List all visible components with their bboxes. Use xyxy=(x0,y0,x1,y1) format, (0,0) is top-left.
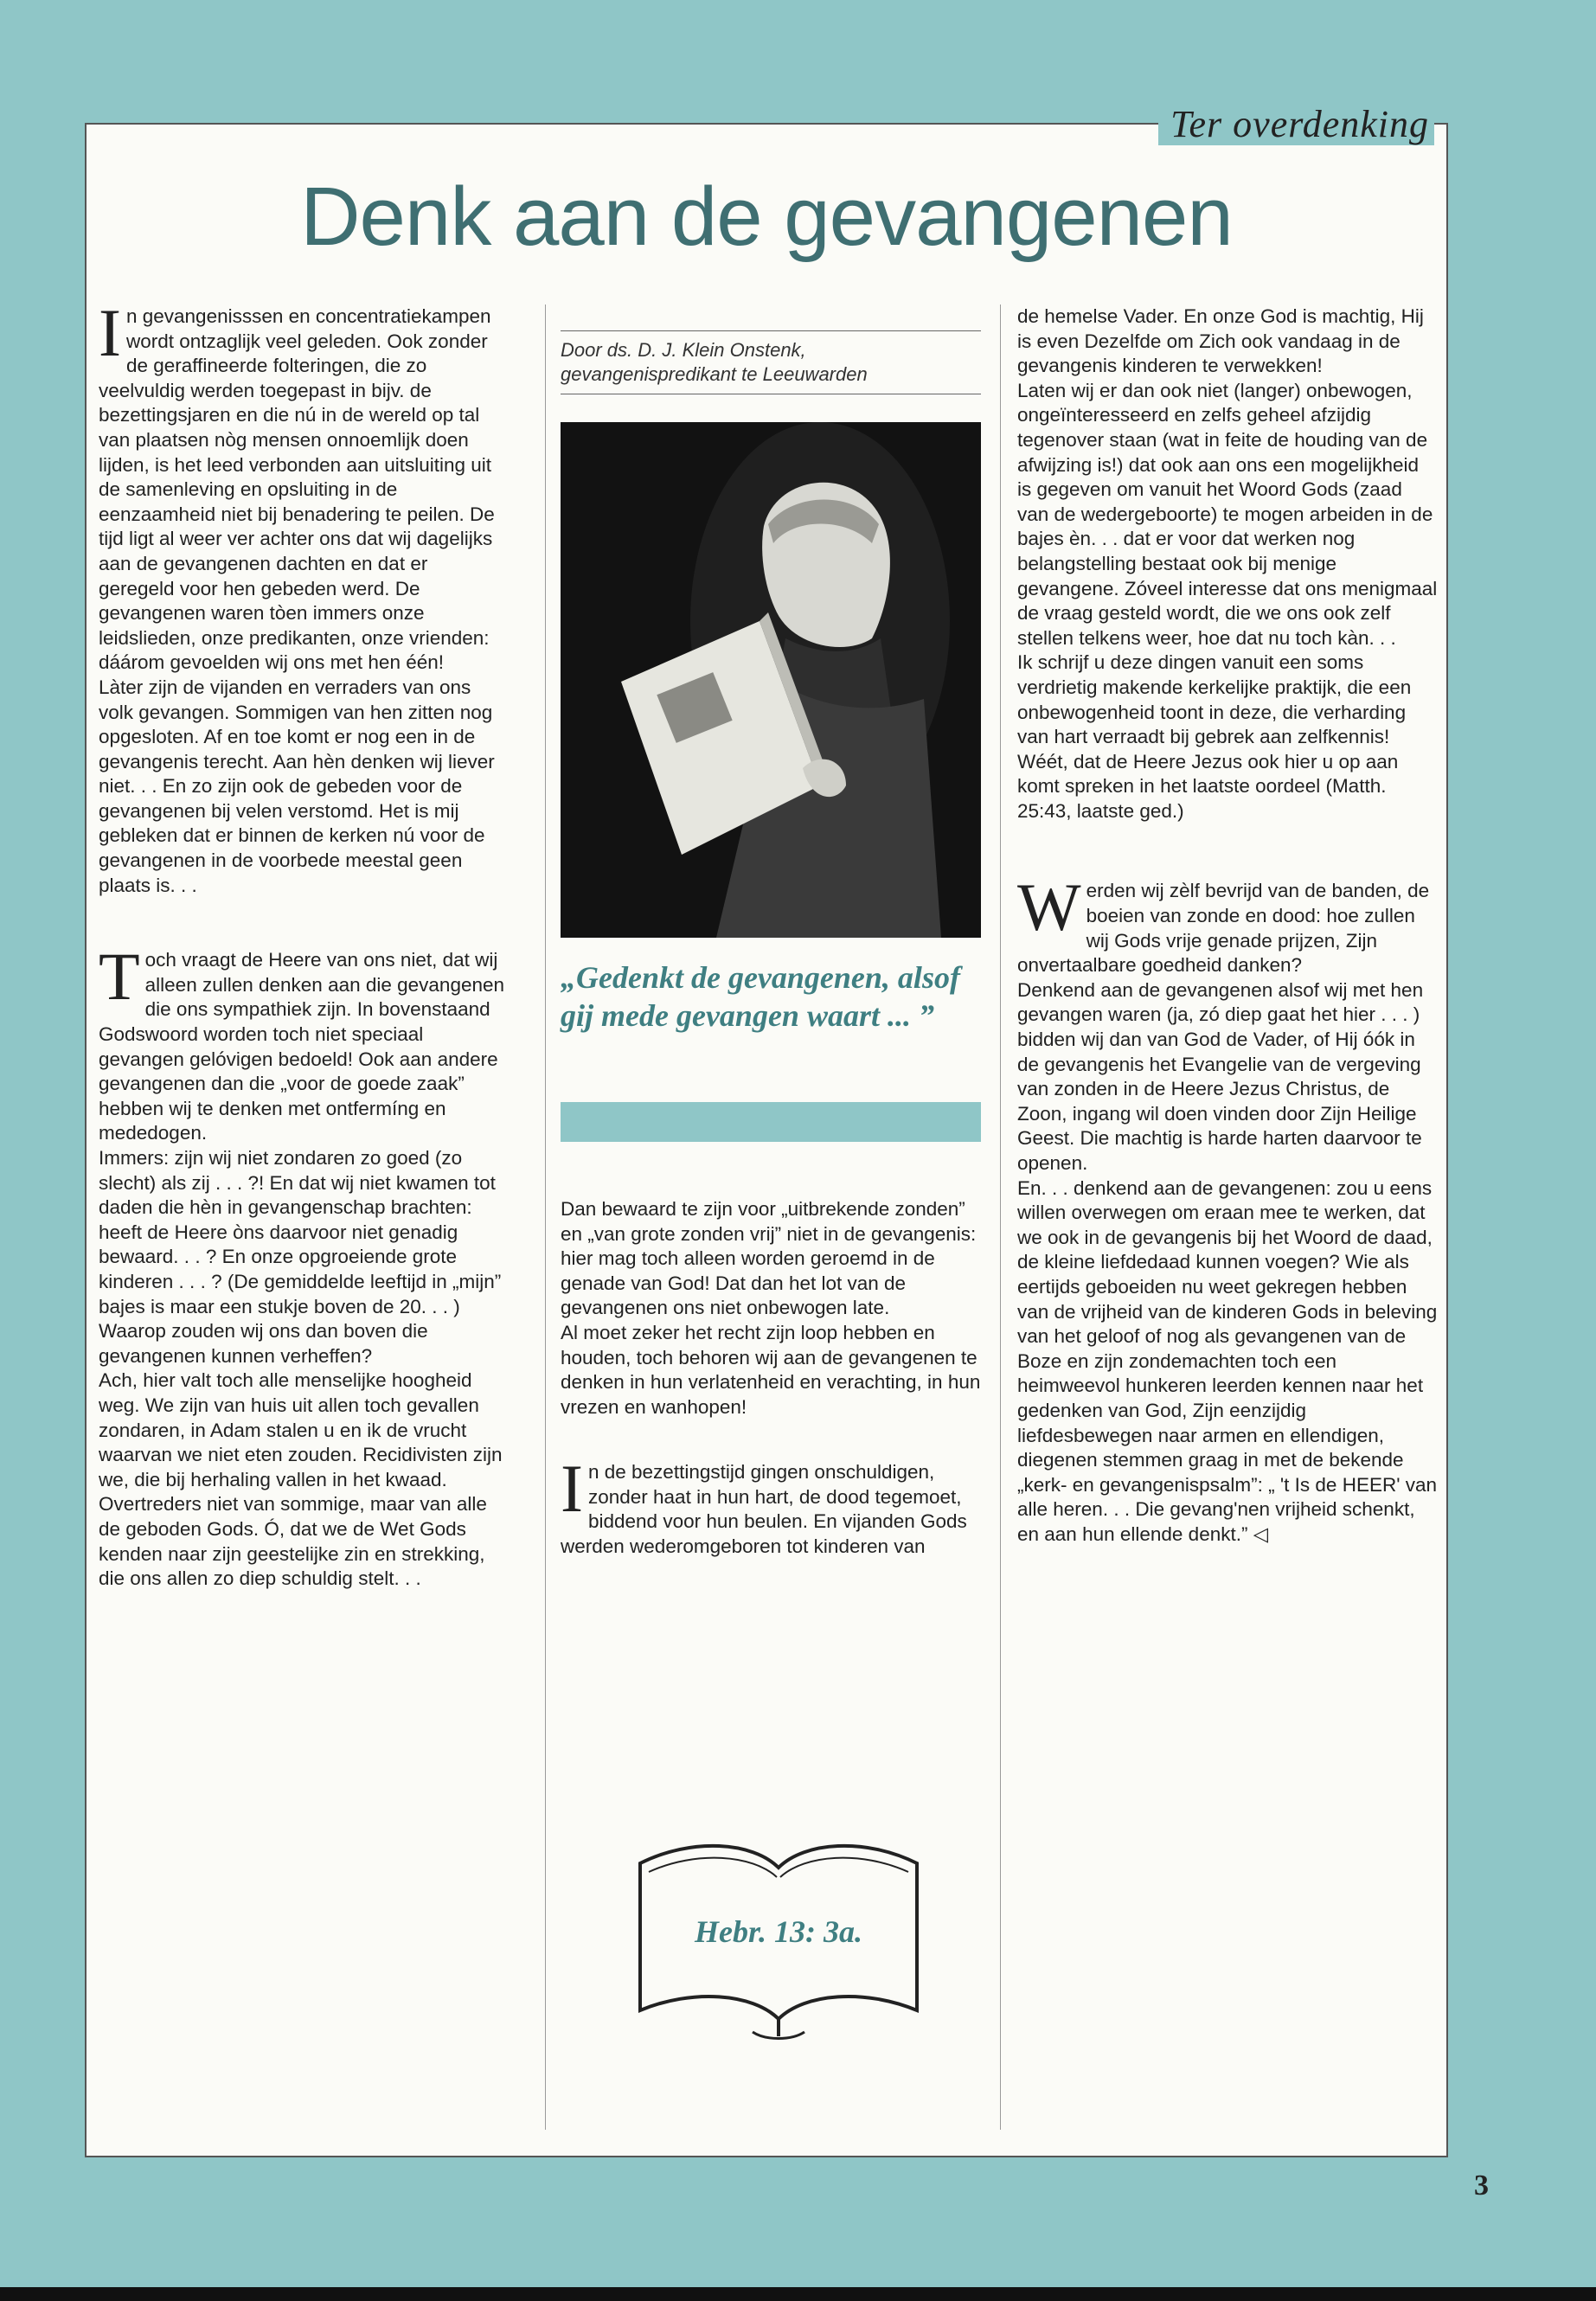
paragraph: Laten wij er dan ook niet (langer) onbewogen, ongeïnteresseerd en zelfs geheel afzijdig tegenover staan (wat in feite de houding van de afwijzing is!) dat ook aan ons een mogelijkheid is gegeven om vanuit het Woord Gods (zaad van de wedergeboorte) te mogen arbeiden in de bajes èn. . . dat er voor dat werken nog belangstelling bestaat ook bij menige gevangene. Zóveel interesse dat ons menigmaal de vraag gesteld wordt, die we ons ook zelf stellen telkens weer, hoe dat nu toch kàn. . . xyxy=(1017,379,1438,649)
column-2-top xyxy=(561,1197,981,1420)
paragraph: de hemelse Vader. En onze God is machtig, Hij is even Dezelfde om Zich ook vandaag in de gevangenis kinderen te verwekken! xyxy=(1017,305,1424,377)
paragraph: Al moet zeker het recht zijn loop hebben en houden, toch behoren wij aan de gevangenen te denken in hun verlatenheid en verachting, in hun vrezen en wanhopen! xyxy=(561,1321,981,1418)
article-title: Denk aan de gevangenen xyxy=(300,170,1233,263)
paragraph: Denkend aan de gevangenen alsof wij met hen gevangen waren (ja, zó diep gaat het hier . . . ) bidden wij dan van God de Vader, of Hij óók in de gevangenis het Evangelie van de vergeving van zonden in de Heere Jezus Christus, de Zoon, ingang wil doen vinden door Zijn Heilige Geest. Die machtig is harde harten daarvoor te openen. xyxy=(1017,978,1424,1174)
paragraph: Dan bewaard te zijn voor „uitbrekende zonden” en „van grote zonden vrij” niet in de gevangenis: hier mag toch alleen worden geroemd in de genade van God! Dat dan het lot van de gevangenen ons niet onbewogen late. xyxy=(561,1198,977,1319)
drop-cap: I xyxy=(99,295,121,370)
paragraph: Toch vraagt de Heere van ons niet, dat wij alleen zullen denken aan die gevangenen die ons sympathiek zijn. In bovenstaand Godswoord worden toch niet speciaal gevangen gelóvigen bedoeld! Ook aan andere gevangenen dan die „voor de goede zaak” hebben wij te denken met ontfermíng en mededogen. xyxy=(99,939,505,1144)
paragraph: Ach, hier valt toch alle menselijke hoogheid weg. We zijn van huis uit allen toch gevallen zondaren, in Adam stalen u en ik de vrucht waarvan we niet eten zouden. Recidivisten zijn we, die bij herhaling vallen in het kwaad. Overtreders niet van sommige, maar van alle de geboden Gods. Ó, dat we de Wet Gods kenden naar zijn geestelijke zin en strekking, die ons allen zo diep schuldig stelt. . . xyxy=(99,1369,503,1590)
paragraph: In de bezettingstijd gingen onschuldigen, zonder haat in hun hart, de dood tegemoet, biddend voor hun beulen. En vijanden Gods werden wederomgeboren tot kinderen van xyxy=(561,1451,967,1557)
reading-woman-illustration xyxy=(561,422,981,938)
paragraph: Immers: zijn wij niet zondaren zo goed (zo slecht) als zij . . . ?! En dat wij niet kwamen tot daden die hèn in gevangenschap brachten: heeft de Heere òns daarvoor niet genadig bewaard. . . ? En onze opgroeiende grote kinderen . . . ? (De gemiddelde leeftijd in „mijn” bajes is maar een stukje boven de 20. . . ) Waarop zouden wij ons dan boven die gevangenen kunnen verheffen? xyxy=(99,1147,502,1367)
paragraph: En. . . denkend aan de gevangenen: zou u eens willen overwegen om eraan mee te werken, dat we ook in de gevangenis bij het Woord de daad, de kleine liefdedaad kunnen voegen? Wie als eertijds geboeiden nu weet gekregen hebben van de vrijheid van de kinderen Gods in beleving van het geloof of nog als gevangenen van de Boze en zijn zondemachten toch een heimweevol hunkeren leerden kennen naar het gedenken van God, Zijn eenzijdig liefdesbewegen naar armen en ellendigen, diegenen stemmen graag in met de bekende „kerk- en gevangenispsalm”: „ 't Is de HEER' van alle heren. . . Die gevang'nen vrijheid schenkt, en aan hun ellende denkt.” ◁ xyxy=(1017,1176,1438,1545)
section-label: Ter overdenking xyxy=(1158,104,1434,145)
pull-quote: „Gedenkt de gevangenen, alsof gij mede gevangen waart ... ” xyxy=(561,960,960,1033)
column-3 xyxy=(1017,304,1438,1548)
paragraph: Làter zijn de vijanden en verraders van ons volk gevangen. Sommigen van hen zitten nog opgesloten. Af en toe komt er nog een in de gevangenis terecht. Aan hèn denken wij liever niet. . . En zo zijn ook de gebeden voor de gevangenen bij velen verstomd. Het is mij gebleken dat er binnen de kerken nú voor de gevangenen in de voorbede meestal geen plaats is. . . xyxy=(99,676,495,896)
decorative-bar xyxy=(561,1102,981,1142)
illustration-old-woman-reading xyxy=(561,422,981,938)
scripture-reference: Hebr. 13: 3a. xyxy=(695,1914,862,1949)
column-2-bottom xyxy=(561,1451,981,1559)
drop-cap: I xyxy=(561,1451,583,1526)
drop-cap: T xyxy=(99,939,140,1015)
column-1 xyxy=(99,295,505,1592)
bottom-edge xyxy=(0,2287,1596,2301)
paragraph: Ik schrijf u deze dingen vanuit een soms verdrietig makende kerkelijke praktijk, die een onbewogenheid toont in deze, die verharding van hart verraadt bij gebrek aan zelfkennis! Wéét, dat de Heere Jezus ook hier u op aan komt spreken in het laatste oordeel (Matth. 25:43, laatste ged.) xyxy=(1017,651,1412,822)
paragraph: Werden wij zèlf bevrijd van de banden, de boeien van zonde en dood: hoe zullen wij Gods vrije genade prijzen, Zijn onvertaalbare goedheid danken? xyxy=(1017,869,1430,977)
paragraph: In gevangenisssen en concentratiekampen wordt ontzaglijk veel geleden. Ook zonder de geraffineerde folteringen, die zo veelvuldig werden toegepast in bijv. de bezettingsjaren en die nú in de wereld op tal van plaatsen nòg mensen onnoemlijk doen lijden, is het leed verbonden aan uitsluiting uit de samenleving en opsluiting in de eenzaamheid niet bij benadering te peilen. De tijd ligt al weer ver achter ons dat wij dagelijks aan de gevangenen dachten en dat er geregeld voor hen gebeden werd. De gevangenen waren tòen immers onze leidslieden, onze predikanten, onze vrienden: dáárom gevoelden wij ons met hen één! xyxy=(99,295,495,674)
page-number: 3 xyxy=(1474,2170,1489,2202)
drop-cap: W xyxy=(1017,869,1081,945)
column-divider xyxy=(1000,304,1001,2130)
magazine-page xyxy=(85,103,1448,2157)
author-byline: Door ds. D. J. Klein Onstenk, gevangenispredikant te Leeuwarden xyxy=(561,330,981,394)
column-divider xyxy=(545,304,546,2130)
